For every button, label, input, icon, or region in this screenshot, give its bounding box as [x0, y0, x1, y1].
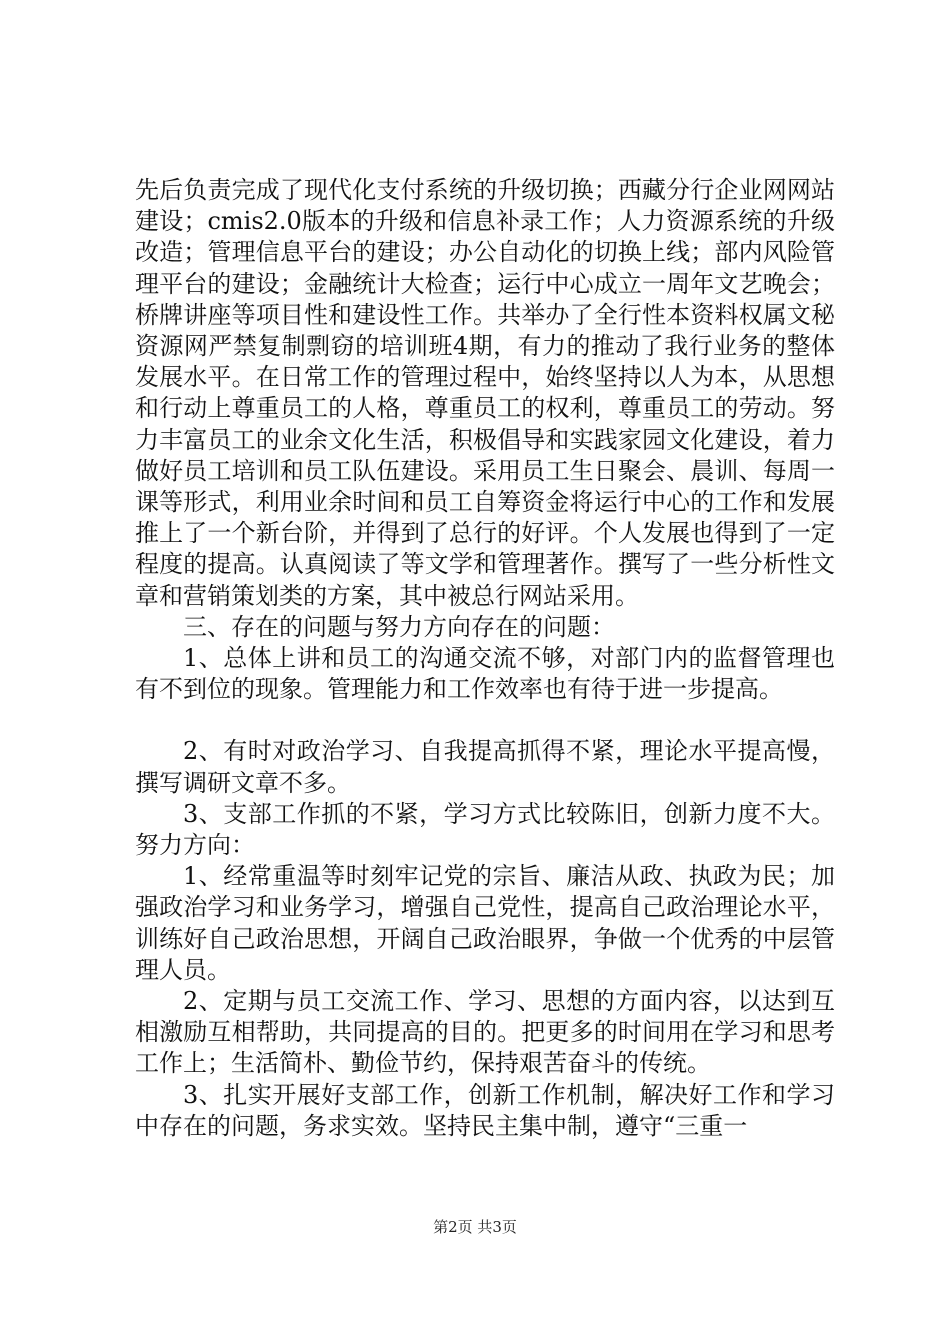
- page-number-footer: 第2页 共3页: [433, 1218, 517, 1236]
- document-body: [135, 175, 835, 1142]
- paragraph-direction-3: 3、扎实开展好支部工作，创新工作机制，解决好工作和学习中存在的问题，务求实效。坚持民主集中制，遵守“三重一: [135, 1080, 835, 1140]
- paragraph-spacer: [135, 705, 835, 736]
- section-heading-problems: 三、存在的问题与努力方向存在的问题：: [183, 612, 615, 641]
- paragraph-work-summary: 先后负责完成了现代化支付系统的升级切换；西藏分行企业网网站建设；cmis2.0版本的升级和信息补录工作；人力资源系统的升级改造；管理信息平台的建设；办公自动化的切换上线；部内风险管理平台的建设；金融统计大检查；运行中心成立一周年文艺晚会；桥牌讲座等项目性和建设性工作。共举办了全行性本资料权属文秘资源网严禁复制剽窃的培训班4期，有力的推动了我行业务的整体发展水平。在日常工作的管理过程中，始终坚持以人为本，从思想和行动上尊重员工的人格，尊重员工的权利，尊重员工的劳动。努力丰富员工的业余文化生活，积极倡导和实践家园文化建设，着力做好员工培训和员工队伍建设。采用员工生日聚会、晨训、每周一课等形式，利用业余时间和员工自筹资金将运行中心的工作和发展推上了一个新台阶，并得到了总行的好评。个人发展也得到了一定程度的提高。认真阅读了等文学和管理著作。撰写了一些分析性文章和营销策划类的方案，其中被总行网站采用。: [135, 176, 835, 610]
- paragraph-problem-2: 2、有时对政治学习、自我提高抓得不紧，理论水平提高慢，撰写调研文章不多。: [135, 737, 835, 797]
- paragraph-direction-1: 1、经常重温等时刻牢记党的宗旨、廉洁从政、执政为民；加强政治学习和业务学习，增强自己党性，提高自己政治理论水平，训练好自己政治思想，开阔自己政治眼界，争做一个优秀的中层管理人员。: [135, 862, 835, 984]
- paragraph-direction-2: 2、定期与员工交流工作、学习、思想的方面内容，以达到互相激励互相帮助，共同提高的目的。把更多的时间用在学习和思考工作上；生活简朴、勤俭节约，保持艰苦奋斗的传统。: [135, 987, 835, 1078]
- paragraph-problem-3: 3、支部工作抓的不紧，学习方式比较陈旧，创新力度不大。努力方向：: [135, 799, 835, 860]
- paragraph-problem-1: 1、总体上讲和员工的沟通交流不够，对部门内的监督管理也有不到位的现象。管理能力和工作效率也有待于进一步提高。: [135, 644, 835, 704]
